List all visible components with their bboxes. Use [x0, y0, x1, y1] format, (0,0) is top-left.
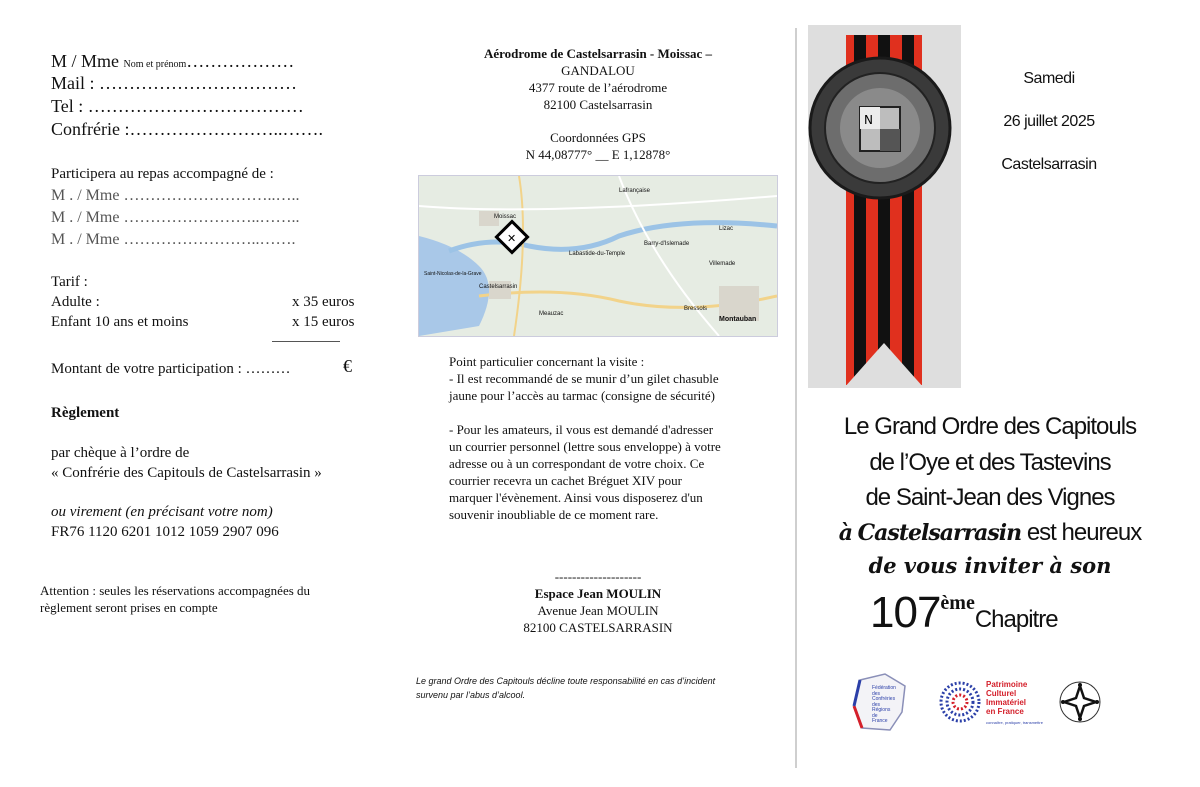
chapter-heading — [870, 588, 1058, 638]
child-price: x 15 euros — [292, 314, 355, 330]
chapter-number: 107 — [870, 588, 941, 637]
map-label-meauzac: Meauzac — [539, 311, 564, 317]
tarif-label: Tarif : — [51, 274, 88, 290]
reglement-title: Règlement — [51, 405, 120, 421]
guest-line-2: M . / Mme ……………………..…….. — [51, 209, 300, 226]
attention-note — [40, 582, 310, 616]
visit-note — [449, 353, 769, 523]
attention-line-2: règlement seront prises en compte — [40, 600, 218, 615]
chapter-suffix: ème — [940, 592, 975, 614]
espace-block — [420, 568, 776, 636]
iban: FR76 1120 6201 1012 1059 2907 096 — [51, 524, 279, 540]
note-line: adresse ou à un correspondant de votre choix. Ce — [449, 456, 705, 471]
title-castelsarrasin: Castelsarrasin — [857, 520, 1022, 546]
venue-block — [420, 45, 776, 163]
attention-line-1: Attention : seules les réservations accompagnées du — [40, 583, 311, 598]
gps-value: N 44,08777° __ E 1,12878° — [525, 147, 671, 162]
federation-text-line: Régions — [872, 707, 891, 713]
map-label-castelsarrasin: Castelsarrasin — [479, 284, 518, 290]
event-day: Samedi — [1023, 70, 1075, 87]
location-map — [418, 175, 778, 337]
total-divider — [272, 341, 340, 342]
title-line-1: Le Grand Ordre des Capitouls — [843, 413, 1137, 440]
federation-text-line: France — [872, 718, 888, 724]
disclaimer-line-2: survenu par l’abus d’alcool. — [416, 690, 526, 700]
note-line: courrier recevra un cachet Bréguet XIV pour — [449, 473, 682, 488]
note-line: - Il est recommandé de se munir d’un gilet chasuble — [449, 371, 719, 386]
name-hint: Nom et prénom — [123, 59, 187, 70]
event-date: 26 juillet 2025 — [1003, 113, 1095, 130]
title-line-5: de vous inviter à son — [868, 553, 1112, 578]
title-a: à — [838, 520, 852, 546]
espace-city: 82100 CASTELSARRASIN — [523, 620, 673, 635]
note-line: marquer l'évènement. Ainsi vous disposerez d'un — [449, 490, 703, 505]
occitan-cross-icon — [1058, 680, 1102, 724]
federation-text — [872, 686, 896, 725]
map-label-labastide: Labastide-du-Temple — [569, 251, 626, 257]
patrimoine-text-line: en France — [986, 707, 1024, 716]
title-line-4 — [800, 519, 1180, 547]
venue-street: 4377 route de l’aérodrome — [528, 80, 668, 95]
cheque-line-1: par chèque à l’ordre de — [51, 445, 190, 461]
name-dots: ……………… — [186, 51, 295, 71]
svg-text:N: N — [864, 113, 873, 127]
name-label: M / Mme — [51, 51, 120, 71]
title-line-3: de Saint-Jean des Vignes — [865, 484, 1115, 511]
disclaimer — [416, 674, 715, 702]
venue-city: 82100 Castelsarrasin — [543, 97, 653, 112]
map-label-barry: Barry-d'Islemade — [644, 241, 690, 247]
map-label-lafrancaise: Lafrançaise — [619, 188, 651, 194]
adult-price: x 35 euros — [292, 294, 355, 310]
child-label: Enfant 10 ans et moins — [51, 314, 189, 330]
event-city: Castelsarrasin — [1001, 156, 1097, 173]
note-title: Point particulier concernant la visite : — [449, 354, 645, 369]
title-line-2: de l’Oye et des Tastevins — [869, 449, 1111, 476]
svg-text:✕: ✕ — [507, 232, 517, 245]
note-line: - Pour les amateurs, il vous est demandé d'adresser — [449, 422, 714, 437]
total-line: Montant de votre participation : ……… — [51, 361, 291, 377]
guest-line-3: M . / Mme ……………………..……. — [51, 231, 296, 248]
patrimoine-tagline: connaître, pratiquer, transmettre — [986, 720, 1043, 725]
federation-logo — [850, 672, 910, 732]
patrimoine-text-line: Culturel — [986, 689, 1017, 698]
patrimoine-text-line: Patrimoine — [986, 680, 1028, 689]
map-label-moissac: Moissac — [494, 214, 517, 220]
disclaimer-line-1: Le grand Ordre des Capitouls décline toute responsabilité en cas d’incident — [416, 676, 716, 686]
map-label-saint-nicolas: Saint-Nicolas-de-la-Grave — [424, 271, 482, 277]
venue-place: GANDALOU — [561, 63, 635, 78]
tel-field-line: Tel : ……………………………… — [51, 96, 304, 116]
dotted-circle-icon — [938, 680, 982, 724]
patrimoine-text-line: Immatériel — [986, 698, 1027, 707]
venue-title: Aérodrome de Castelsarrasin - Moissac – — [483, 46, 713, 61]
patrimoine-text — [986, 680, 1043, 727]
adult-label: Adulte : — [51, 294, 100, 310]
note-line: souvenir inoubliable de ce moment rare. — [449, 507, 659, 522]
federation-text-line: des — [872, 690, 881, 697]
gps-label: Coordonnées GPS — [550, 130, 646, 145]
map-label-bressols: Bressols — [684, 306, 708, 312]
currency-symbol: € — [343, 356, 352, 376]
ribbon-seal-graphic — [808, 25, 961, 388]
map-label-montauban: Montauban — [719, 316, 757, 323]
chapter-word: Chapitre — [974, 606, 1058, 633]
fold-line — [795, 28, 797, 768]
dash-separator: -------------------- — [554, 569, 642, 584]
espace-title: Espace Jean MOULIN — [534, 586, 662, 601]
guests-heading: Participera au repas accompagné de : — [51, 166, 274, 182]
patrimoine-logo-mark — [938, 680, 982, 724]
virement-line: ou virement (en précisant votre nom) — [51, 504, 273, 520]
note-line: jaune pour l’accès au tarmac (consigne de sécurité) — [449, 388, 716, 403]
mail-field-line: Mail : …………………………… — [51, 73, 297, 93]
guest-line-1: M . / Mme ………………………..….. — [51, 187, 300, 204]
occitan-cross-logo — [1058, 680, 1102, 724]
map-label-villemade: Villemade — [709, 261, 736, 267]
federation-text-line: des — [872, 701, 881, 708]
federation-text-line: Fédération — [872, 685, 896, 691]
federation-text-line: Confréries — [872, 696, 896, 702]
espace-street: Avenue Jean MOULIN — [537, 603, 659, 618]
map-label-lizac: Lizac — [719, 226, 734, 232]
title-heureux: est heureux — [1026, 519, 1142, 546]
note-line: un courrier personnel (lettre sous enveloppe) à votre — [449, 439, 721, 454]
federation-text-line: de — [872, 712, 878, 719]
confrerie-field-line: Confrérie :……………………..……. — [51, 119, 323, 139]
cheque-line-2: « Confrérie des Capitouls de Castelsarrasin » — [51, 465, 322, 481]
seal-ribbon-image — [808, 25, 961, 388]
